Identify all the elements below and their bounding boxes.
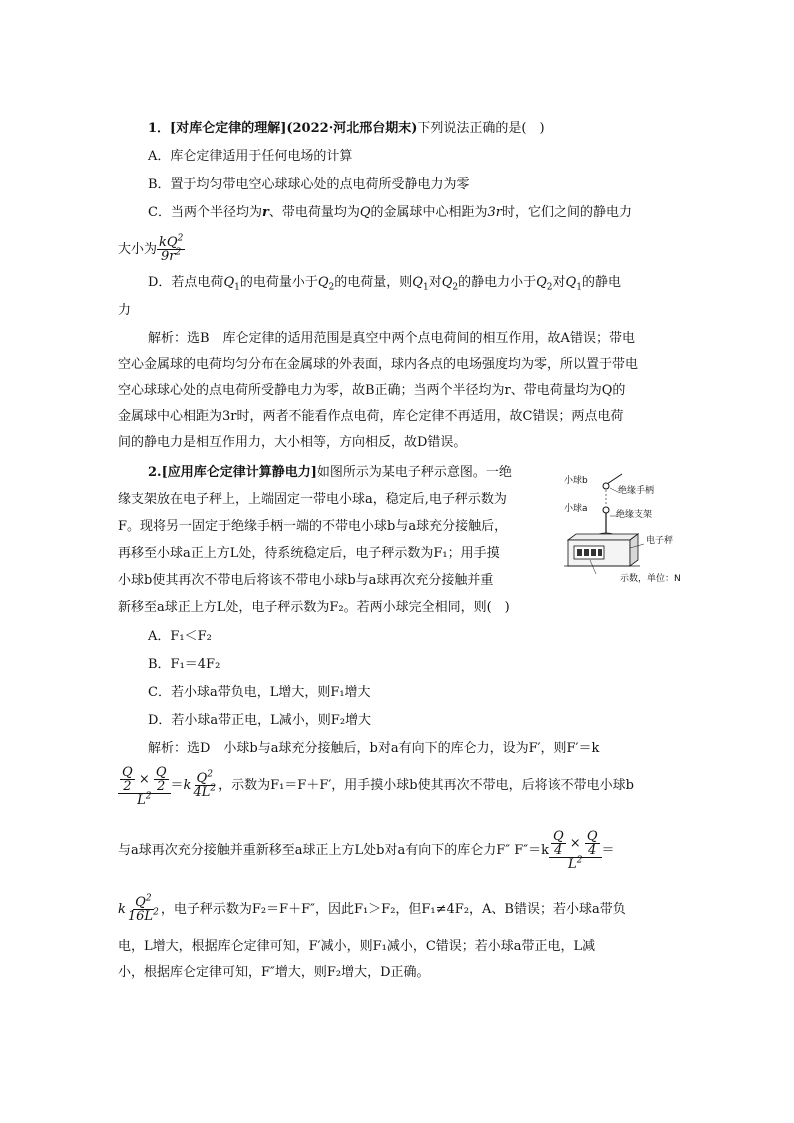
fraction-q2-4l2: $\frac{Q^2}{4L^2}$ bbox=[193, 769, 217, 800]
q2-stem-line-4: 再移至小球a正上方L处，待系统稳定后，电子秤示数为F₁；用手摸 bbox=[118, 546, 500, 561]
q2-option-d: D．若小球a带正电，L减小，则F₂增大 bbox=[148, 713, 372, 728]
q2-stem-line-5: 小球b使其再次不带电后将该不带电小球b与a球再次充分接触并重 bbox=[118, 573, 494, 588]
q2-stem-line-6: 新移至a球正上方L处，电子秤示数为F₂。若两小球完全相同，则( ) bbox=[118, 600, 510, 615]
q1-analysis-line-1: 解析：选B 库仑定律的适用范围是真空中两个点电荷间的相互作用，故A错误；带电 bbox=[148, 331, 635, 346]
q1-analysis-line-4: 金属球中心相距为3r时，两者不能看作点电荷，库仑定律不再适用，故C错误；两点电荷 bbox=[118, 409, 624, 424]
q2-option-c: C．若小球a带负电，L增大，则F₁增大 bbox=[148, 685, 371, 700]
label-ball-b: 小球b bbox=[564, 476, 588, 486]
fraction-q4-q4-over-l2: $\frac{Q}{4}$ × $\frac{Q}{4}$ $L^2$ bbox=[549, 830, 602, 871]
q1-stem bbox=[148, 120, 545, 138]
q2-option-a: A．F₁＜F₂ bbox=[148, 629, 212, 644]
q1-option-d-cont: 力 bbox=[118, 303, 132, 318]
q2-analysis-line-5: 电，L增大，根据库仑定律可知，F′减小，则F₁减小，C错误；若小球a带正电，L减 bbox=[118, 939, 596, 954]
fraction-q2-q2-over-l2: $\frac{Q}{2}$ × $\frac{Q}{2}$ $L^2$ bbox=[118, 766, 171, 807]
ball-a bbox=[603, 507, 609, 513]
q2-option-b: B．F₁＝4F₂ bbox=[148, 657, 221, 672]
label-ball-a: 小球a bbox=[564, 504, 588, 514]
q1-source: (2022·河北邢台期末) bbox=[286, 121, 418, 136]
q2-stem-line-1: 2.[应用库仑定律计算静电力]如图所示为某电子秤示意图。一绝 bbox=[148, 465, 512, 480]
insulated-handle-line bbox=[607, 474, 622, 484]
q1-number: 1． bbox=[148, 121, 171, 136]
q1-analysis-line-2: 空心金属球的电荷均匀分布在金属球的外表面，球内各点的电场强度均为零，所以置于带电 bbox=[118, 357, 639, 372]
q1-tag: [对库仑定律的理解] bbox=[170, 121, 287, 136]
q2-stem-line-3: F。现将另一固定于绝缘手柄一端的不带电小球b与a球充分接触后， bbox=[118, 519, 508, 534]
electronic-scale-figure bbox=[560, 470, 690, 590]
q2-analysis-line-6: 小，根据库仑定律可知，F″增大，则F₂增大，D正确。 bbox=[118, 965, 430, 980]
q2-tag: [应用库仑定律计算静电力] bbox=[161, 465, 317, 480]
q2-analysis-line-4: k $\frac{Q^2}{16L^2}$ ，电子秤示数为F₂＝F＋F″，因此F₁＞F₂，但F₁≠4F₂，A、B错误；若小球a带负 bbox=[118, 893, 626, 924]
label-reading-unit: 示数，单位：N bbox=[620, 574, 681, 584]
label-insulated-support: 绝缘支架 bbox=[616, 510, 653, 520]
q1-option-c: C．当两个半径均为r、带电荷量均为Q的金属球中心相距为3r时，它们之间的静电力 bbox=[148, 205, 633, 220]
label-electronic-scale: 电子秤 bbox=[646, 536, 674, 546]
ball-b bbox=[603, 483, 609, 489]
fraction-kq2-9r2: $\frac{kQ^2}{9r^2}$ bbox=[159, 233, 184, 264]
q1-option-c-cont: 大小为 $\frac{kQ^2}{9r^2}$ bbox=[118, 233, 184, 264]
label-insulated-handle: 绝缘手柄 bbox=[618, 486, 655, 496]
q2-stem-line-2: 缘支架放在电子秤上，上端固定一带电小球a，稳定后,电子秤示数为 bbox=[118, 492, 507, 507]
q1-option-d: D．若点电荷$Q_1$的电荷量小于$Q_2$的电荷量，则$Q_1$对$Q_2$的静电力小于$Q_2$对$Q_1$的静电 bbox=[148, 275, 621, 293]
q2-analysis-line-1: 解析：选D 小球b与a球充分接触后，b对a有向下的库仑力，设为F′，则F′＝k bbox=[148, 741, 600, 756]
q2-analysis-line-3: 与a球再次充分接触并重新移至a球正上方L处b对a有向下的库仑力F″ F″＝k $\frac{Q}{4}$ × $\frac{Q}{4}$ $L^2$ ＝ bbox=[118, 829, 615, 872]
q2-number: 2. bbox=[148, 465, 162, 480]
fraction-q2-16l2: $\frac{Q^2}{16L^2}$ bbox=[127, 893, 159, 924]
q1-analysis-line-3: 空心球球心处的点电荷所受静电力为零，故B正确；当两个半径均为r、带电荷量均为Q的 bbox=[118, 383, 626, 398]
q1-option-b: B．置于均匀带电空心球球心处的点电荷所受静电力为零 bbox=[148, 177, 470, 192]
q1-question: 下列说法正确的是( ) bbox=[417, 121, 545, 136]
q2-analysis-line-2: $\frac{Q}{2}$ × $\frac{Q}{2}$ $L^2$ ＝k $\frac{Q^2}{4L^2}$ ，示数为F₁＝F＋F′，用手摸小球b使其再次不带电，后将该不带电小球b bbox=[118, 764, 634, 818]
q1-option-a: A．库仑定律适用于任何电场的计算 bbox=[148, 149, 353, 164]
q1-analysis-line-5: 间的静电力是相互作用力，大小相等，方向相反，故D错误。 bbox=[118, 435, 467, 450]
